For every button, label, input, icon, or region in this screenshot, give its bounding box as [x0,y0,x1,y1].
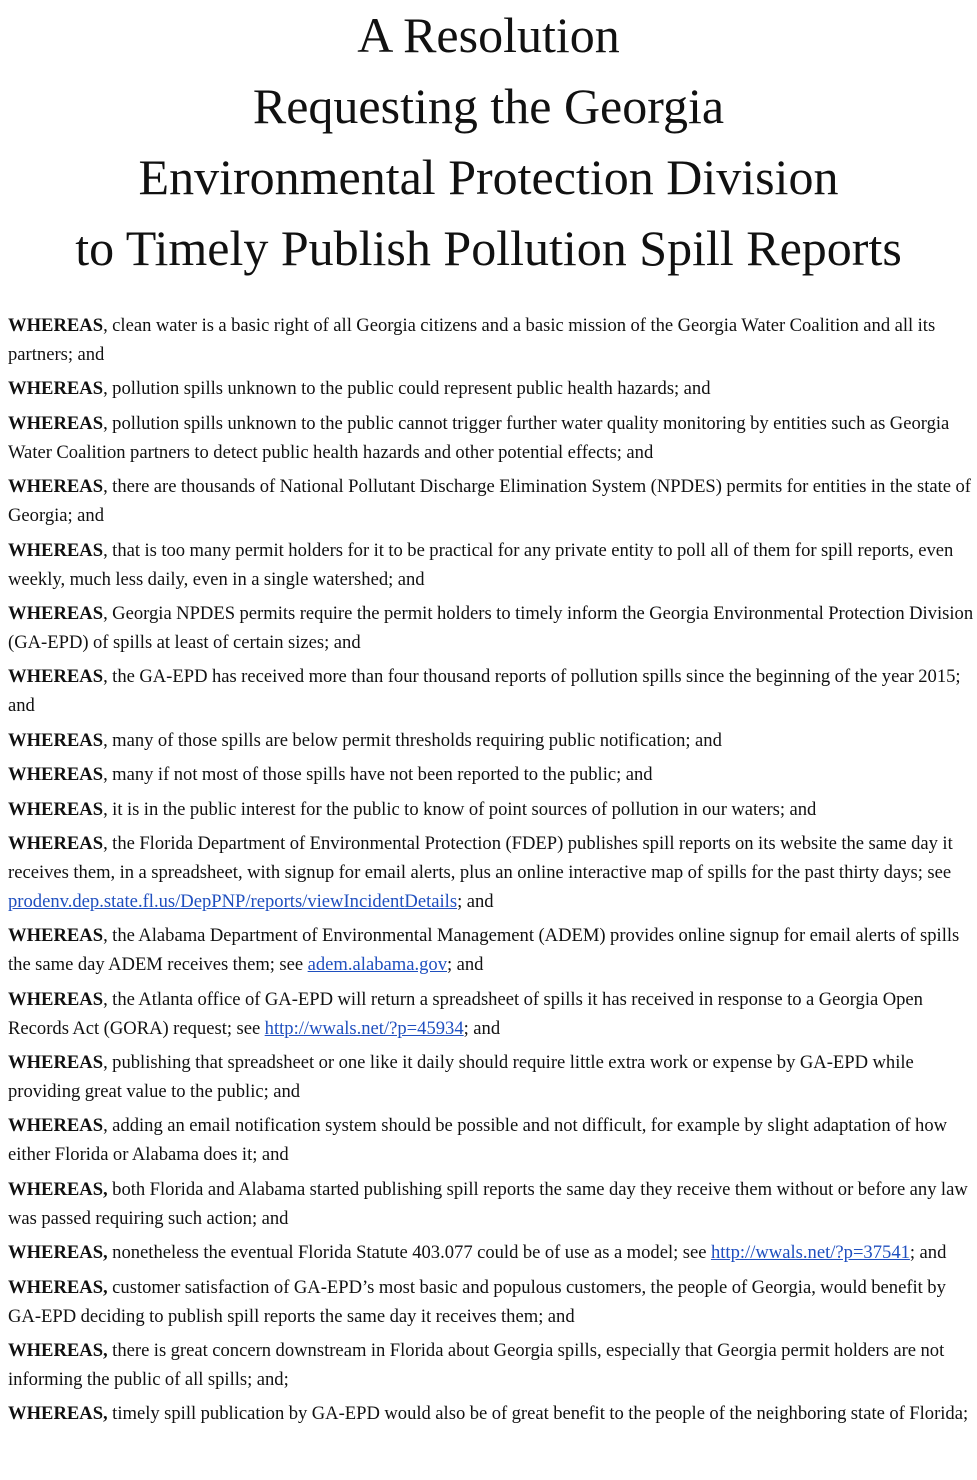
whereas-clause [8,1336,974,1394]
whereas-keyword: WHEREAS [8,666,104,688]
whereas-clause [8,374,974,403]
title-line-3: Environmental Protection Division [138,149,839,205]
whereas-clause [8,409,974,467]
clause-text: , there are thousands of National Pollutant Discharge Elimination System (NPDES) permits for entities in the state of Georgia; and [8,476,971,527]
whereas-keyword: WHEREAS [8,412,104,434]
whereas-keyword: WHEREAS, [8,1276,108,1298]
clause-text: , pollution spills unknown to the public cannot trigger further water quality monitoring by entities such as Georgia Water Coalition partners to detect public health hazards and other potential effects; and [8,412,950,463]
clause-text: , the Florida Department of Environmental Protection (FDEP) publishes spill reports on its website the same day it receives them, in a spreadsheet, with signup for email alerts, plus an online interactive map of spills for the past thirty days; see [8,832,953,883]
whereas-keyword: WHEREAS [8,925,104,947]
clause-text: , the Alabama Department of Environmental Management (ADEM) provides online signup for email alerts of spills the same day ADEM receives them; see [8,925,960,976]
whereas-keyword: WHEREAS, [8,1178,108,1200]
clause-text: , it is in the public interest for the public to know of point sources of pollution in our waters; and [103,798,817,820]
whereas-keyword: WHEREAS [8,476,104,498]
whereas-keyword: WHEREAS [8,832,104,854]
clause-text: , the Atlanta office of GA-EPD will return a spreadsheet of spills it has received in response to a Georgia Open Records Act (GORA) request; see [8,988,923,1039]
whereas-keyword: WHEREAS [8,764,104,786]
whereas-clause [8,1175,974,1233]
whereas-keyword: WHEREAS [8,1052,104,1074]
whereas-clause [8,985,974,1043]
clause-text: , publishing that spreadsheet or one like it daily should require little extra work or expense by GA-EPD while providing great value to the public; and [8,1052,914,1103]
clause-text: ; and [463,1017,501,1039]
reference-link[interactable]: prodenv.dep.state.fl.us/DepPNP/reports/viewIncidentDetails [8,890,458,912]
whereas-keyword: WHEREAS [8,378,104,400]
whereas-clause [8,536,974,594]
whereas-clause [8,1111,974,1169]
clause-text: timely spill publication by GA-EPD would also be of great benefit to the people of the neighboring state of Florida; [107,1403,969,1425]
whereas-clause [8,1399,974,1428]
clause-text: ; and [909,1242,947,1264]
clause-text: , that is too many permit holders for it to be practical for any private entity to poll all of them for spill reports, even weekly, much less daily, even in a single watershed; and [8,539,954,590]
whereas-keyword: WHEREAS [8,988,104,1010]
clause-text: , the GA-EPD has received more than four thousand reports of pollution spills since the beginning of the year 2015; and [8,666,961,717]
clause-text: there is great concern downstream in Florida about Georgia spills, especially that Georgia permit holders are not informing the public of all spills; and; [8,1340,945,1391]
whereas-clause [8,1238,974,1267]
title-line-2: Requesting the Georgia [252,78,725,134]
whereas-clause [8,726,974,755]
reference-link[interactable]: adem.alabama.gov [307,954,448,976]
clause-text: , many of those spills are below permit thresholds requiring public notification; and [103,729,722,751]
clause-text: customer satisfaction of GA-EPD’s most basic and populous customers, the people of Georgia, would benefit by GA-EPD deciding to publish spill reports the same day it receives them; and [8,1276,946,1327]
whereas-clause [8,921,974,979]
clause-text: , clean water is a basic right of all Georgia citizens and a basic mission of the Georgia Water Coalition and all its partners; and [8,315,936,365]
whereas-clause [8,1273,974,1331]
clause-text: , many if not most of those spills have not been reported to the public; and [103,764,653,786]
whereas-clause [8,662,974,720]
title-line-1: A Resolution [357,7,620,63]
whereas-clause [8,760,974,789]
whereas-keyword: WHEREAS, [8,1403,108,1425]
clause-text: both Florida and Alabama started publishing spill reports the same day they receive them without or before any law was passed requiring such action; and [8,1178,968,1229]
whereas-clause [8,472,974,530]
whereas-keyword: WHEREAS [8,539,104,561]
whereas-clause [8,795,974,824]
resolution-body [8,311,974,1434]
clause-text: ; and [457,890,494,912]
whereas-clause [8,311,974,369]
whereas-keyword: WHEREAS [8,798,104,820]
resolution-title [0,0,977,284]
reference-link[interactable]: http://wwals.net/?p=37541 [710,1242,910,1264]
clause-text: , adding an email notification system should be possible and not difficult, for example by slight adaptation of how either Florida or Alabama does it; and [8,1115,948,1166]
whereas-keyword: WHEREAS [8,1115,104,1137]
clause-text: , pollution spills unknown to the public could represent public health hazards; and [103,378,711,400]
clause-text: , Georgia NPDES permits require the permit holders to timely inform the Georgia Environmental Protection Division (GA-EPD) of spills at least of certain sizes; and [8,602,974,653]
whereas-clause [8,1048,974,1106]
whereas-keyword: WHEREAS [8,602,104,624]
clause-text: ; and [447,954,484,976]
clause-text: nonetheless the eventual Florida Statute 403.077 could be of use as a model; see [107,1242,711,1264]
title-line-4: to Timely Publish Pollution Spill Reports [75,220,902,276]
whereas-keyword: WHEREAS [8,315,104,336]
whereas-keyword: WHEREAS, [8,1242,108,1264]
whereas-clause [8,599,974,657]
whereas-keyword: WHEREAS, [8,1340,108,1362]
whereas-clause [8,829,974,916]
whereas-keyword: WHEREAS [8,729,104,751]
reference-link[interactable]: http://wwals.net/?p=45934 [264,1017,464,1039]
